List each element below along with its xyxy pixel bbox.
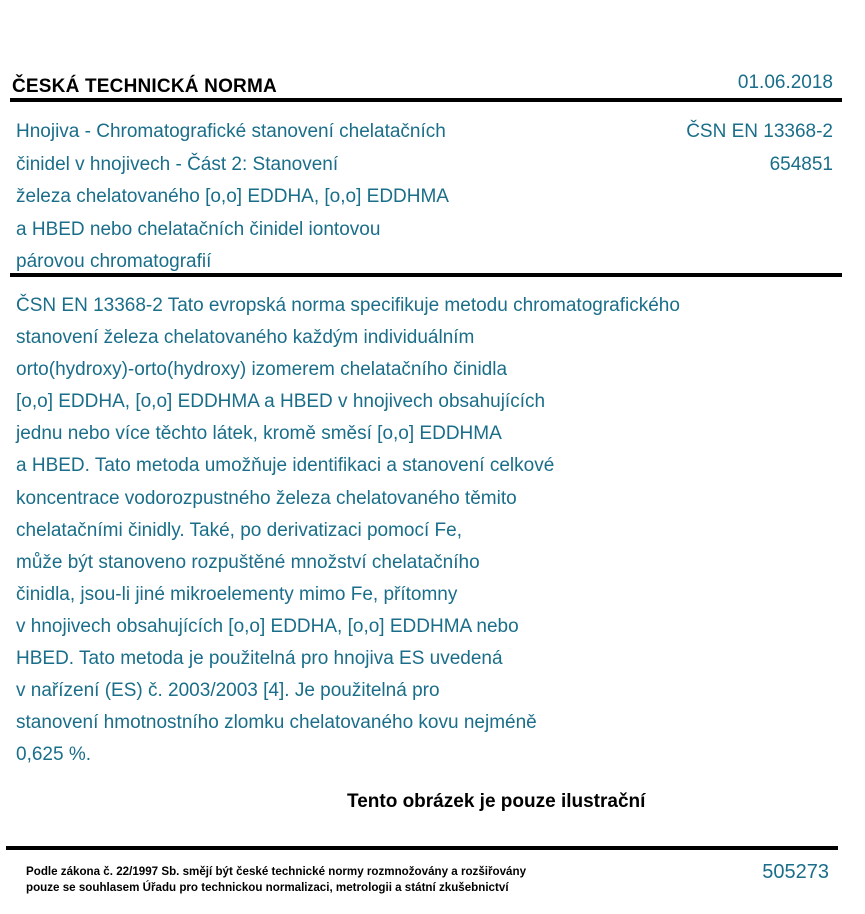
abstract-line: orto(hydroxy)-orto(hydroxy) izomerem chelatačního činidla	[16, 359, 508, 381]
title-divider	[10, 273, 842, 277]
illustration-note: Tento obrázek je pouze ilustrační	[347, 791, 646, 812]
abstract-line: a HBED. Tato metoda umožňuje identifikaci a stanovení celkové	[16, 455, 555, 477]
abstract-line: chelatačními činidly. Také, po derivatizaci pomocí Fe,	[16, 519, 462, 541]
abstract-text	[16, 290, 680, 771]
standard-title-line: činidel v hnojivech - Část 2: Stanovení	[16, 153, 339, 175]
abstract-line: stanovení železa chelatovaného každým individuálním	[16, 327, 475, 349]
abstract-line: 0,625 %.	[16, 744, 91, 766]
abstract-line: jednu nebo více těchto látek, kromě směsí [o,o] EDDHMA	[16, 423, 502, 445]
standard-title	[16, 116, 449, 279]
standard-identifiers	[686, 116, 833, 181]
copyright-notice-line: pouze se souhlasem Úřadu pro technickou normalizaci, metrologii a státní zkušebnictví	[26, 880, 509, 894]
footer-divider	[6, 846, 838, 850]
document-type-heading: ČESKÁ TECHNICKÁ NORMA	[12, 76, 277, 97]
abstract-line: činidla, jsou-li jiné mikroelementy mimo Fe, přítomny	[16, 583, 458, 605]
standard-title-line: Hnojiva - Chromatografické stanovení chelatačních	[16, 121, 446, 142]
abstract-line: HBED. Tato metoda je použitelná pro hnojiva ES uvedená	[16, 648, 503, 670]
abstract-line: může být stanoveno rozpuštěné množství chelatačního	[16, 551, 480, 573]
standard-title-line: železa chelatovaného [o,o] EDDHA, [o,o] EDDHMA	[16, 186, 449, 207]
issue-date: 01.06.2018	[737, 72, 833, 93]
header-divider	[10, 98, 842, 102]
abstract-line: stanovení hmotnostního zlomku chelatovaného kovu nejméně	[16, 712, 537, 734]
copyright-notice-line: Podle zákona č. 22/1997 Sb. smějí být české technické normy rozmnožovány a rozšiřovány	[26, 865, 527, 878]
copyright-notice	[26, 864, 526, 895]
document-number: 505273	[762, 861, 829, 883]
abstract-line: [o,o] EDDHA, [o,o] EDDHMA a HBED v hnojivech obsahujících	[16, 391, 546, 413]
abstract-line: ČSN EN 13368-2 Tato evropská norma specifikuje metodu chromatografického	[16, 295, 680, 316]
standard-title-line: a HBED nebo chelatačních činidel iontovou	[16, 218, 381, 240]
abstract-line: v nařízení (ES) č. 2003/2003 [4]. Je použitelná pro	[16, 680, 440, 702]
standard-title-line: párovou chromatografií	[16, 251, 212, 272]
abstract-line: koncentrace vodorozpustného železa chelatovaného těmito	[16, 487, 517, 509]
abstract-line: v hnojivech obsahujících [o,o] EDDHA, [o,o] EDDHMA nebo	[16, 615, 519, 637]
catalog-number: 654851	[769, 153, 833, 175]
standard-code: ČSN EN 13368-2	[686, 121, 833, 142]
